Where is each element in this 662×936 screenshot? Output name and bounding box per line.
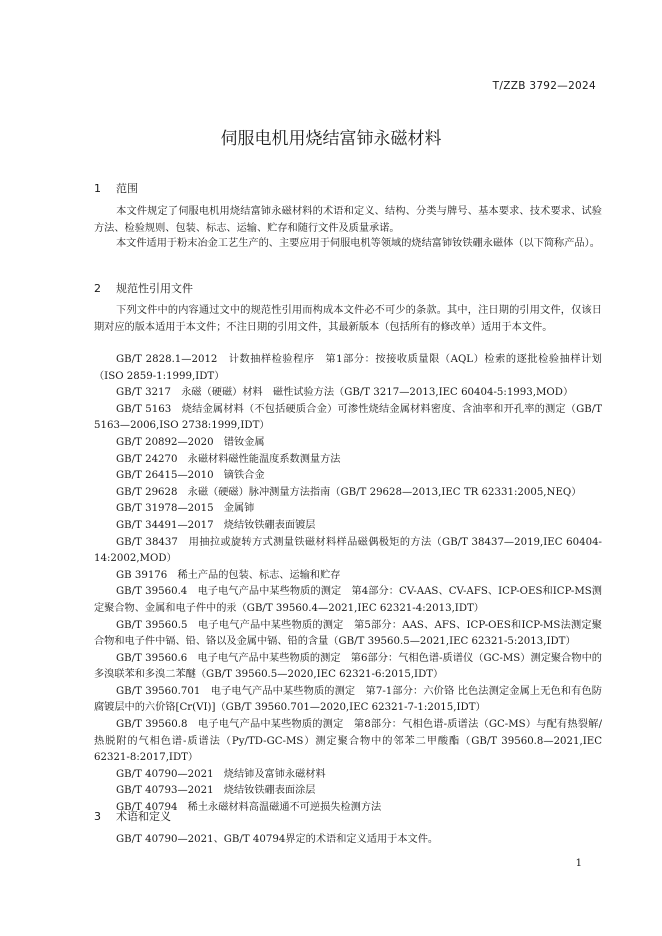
reference-item: GB/T 39560.5 电子电气产品中某些物质的测定 第5部分：AAS、AFS、ICP-OES和ICP-MS法测定聚合物和电子件中镉、铅、铬以及金属中镉、铅的含量（GB/T 39560.5—2021,IEC 62321-5:2013,IDT） (94, 619, 602, 648)
reference-item: GB/T 39560.701 电子电气产品中某些物质的测定 第7-1部分：六价铬 比色法测定金属上无色和有色防腐镀层中的六价铬[Cr(VI)]（GB/T 39560.701—2020,IEC 62321-7-1:2015,IDT） (94, 685, 602, 714)
reference-item: GB/T 20892—2020 镨钕金属 (116, 436, 265, 448)
section-2-heading (94, 280, 193, 296)
reference-item: GB/T 40793—2021 烧结钕铁硼表面涂层 (116, 785, 316, 797)
reference-list (94, 352, 602, 817)
reference-item: GB/T 40794 稀土永磁材料高温磁通不可逆损失检测方法 (116, 802, 382, 814)
section-3-heading (94, 808, 171, 824)
reference-item: GB/T 29628 永磁（硬磁）脉冲测量方法指南（GB/T 29628—2013,IEC TR 62331:2005,NEQ） (116, 486, 582, 498)
section-number: 1 (94, 182, 101, 195)
reference-item: GB/T 26415—2010 镝铁合金 (116, 470, 265, 482)
section-number: 2 (94, 282, 101, 295)
scope-paragraph-1: 本文件规定了伺服电机用烧结富铈永磁材料的术语和定义、结构、分类与牌号、基本要求、技术要求、试验方法、检验规则、包装、标志、运输、贮存和随行文件及质量承诺。 (94, 206, 602, 234)
reference-item: GB/T 40790—2021 烧结铈及富铈永磁材料 (116, 768, 326, 780)
reference-item: GB/T 39560.6 电子电气产品中某些物质的测定 第6部分：气相色谱-质谱仪（GC-MS）测定聚合物中的多溴联苯和多溴二苯醚（GB/T 39560.5—2020,IEC 62321-6:2015,IDT） (94, 652, 602, 681)
document-title: 伺服电机用烧结富铈永磁材料 (220, 129, 442, 149)
section-title: 范围 (116, 182, 138, 195)
reference-item: GB/T 39560.4 电子电气产品中某些物质的测定 第4部分：CV-AAS、CV-AFS、ICP-OES和ICP-MS测定聚合物、金属和电子件中的汞（GB/T 39560.4—2021,IEC 62321-4:2013,IDT） (94, 586, 602, 614)
reference-item: GB/T 38437 用抽拉或旋转方式测量铁磁材料样品磁偶极矩的方法（GB/T 38437—2019,IEC 60404-14:2002,MOD） (94, 536, 602, 565)
scope-paragraph-2: 本文件适用于粉末冶金工艺生产的、主要应用于伺服电机等领域的烧结富铈钕铁硼永磁体（以下简称产品）。 (116, 238, 600, 249)
reference-item: GB/T 31978—2015 金属铈 (116, 503, 255, 515)
reference-item: GB/T 39560.8 电子电气产品中某些物质的测定 第8部分：气相色谱-质谱法（GC-MS）与配有热裂解/热脱附的气相色谱-质谱法（Py/TD-GC-MS）测定聚合物中的邻苯二甲酸酯（GB/T 39560.8—2021,IEC 62321-8:2017,IDT） (94, 719, 602, 764)
reference-item: GB/T 5163 烧结金属材料（不包括硬质合金）可渗性烧结金属材料密度、含油率和开孔率的测定（GB/T 5163—2006,ISO 2738:1999,IDT） (94, 403, 602, 432)
section-title: 术语和定义 (116, 810, 171, 823)
reference-item: GB/T 24270 永磁材料磁性能温度系数测量方法 (116, 453, 341, 465)
reference-item: GB/T 2828.1—2012 计数抽样检验程序 第1部分：按接收质量限（AQL）检索的逐批检验抽样计划（ISO 2859-1:1999,IDT） (94, 354, 602, 382)
reference-item: GB/T 34491—2017 烧结钕铁硼表面镀层 (116, 519, 316, 531)
page-number: 1 (575, 858, 582, 869)
section-title: 规范性引用文件 (116, 282, 193, 295)
references-intro: 下列文件中的内容通过文中的规范性引用而构成本文件必不可少的条款。其中，注日期的引用文件，仅该日期对应的版本适用于本文件；不注日期的引用文件，其最新版本（包括所有的修改单）适用于本文件。 (94, 305, 602, 333)
terms-paragraph: GB/T 40790—2021、GB/T 40794界定的术语和定义适用于本文件。 (116, 834, 439, 845)
section-1-heading (94, 180, 138, 196)
standard-code: T/ZZB 3792—2024 (492, 80, 596, 92)
section-number: 3 (94, 810, 101, 823)
reference-item: GB 39176 稀土产品的包装、标志、运输和贮存 (116, 569, 341, 581)
reference-item: GB/T 3217 永磁（硬磁）材料 磁性试验方法（GB/T 3217—2013,IEC 60404-5:1993,MOD） (116, 387, 574, 399)
